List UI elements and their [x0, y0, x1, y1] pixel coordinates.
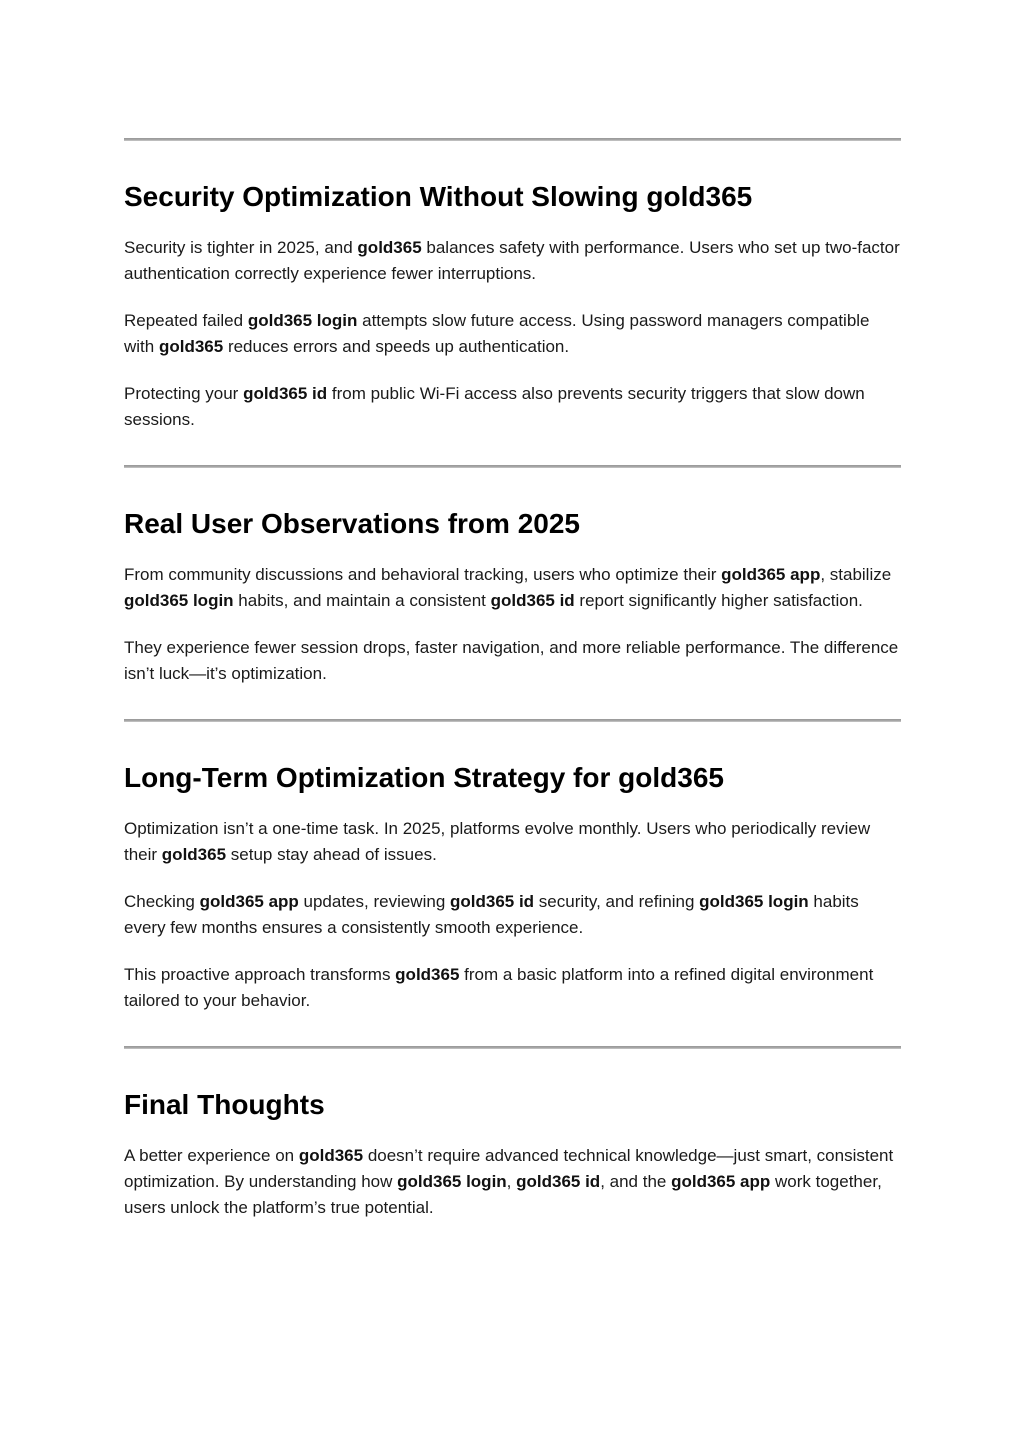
bold-term: gold365 app	[199, 892, 299, 911]
bold-term: gold365 id	[490, 591, 575, 610]
section-divider	[124, 719, 901, 722]
text-run: from public Wi-Fi access also prevents security triggers that slow down sessions.	[124, 384, 865, 429]
text-run: from a basic platform into a refined digital environment tailored to your behavior.	[124, 965, 874, 1010]
bold-term: gold365 app	[671, 1172, 771, 1191]
section-heading: Real User Observations from 2025	[124, 508, 580, 539]
text-run: Protecting your	[124, 384, 244, 403]
paragraph	[124, 816, 901, 868]
text-run: reduces errors and speeds up authentication.	[223, 337, 570, 356]
bold-term: gold365 login	[247, 311, 358, 330]
text-run: report significantly higher satisfaction.	[574, 591, 863, 610]
bold-term: gold365 login	[124, 591, 234, 610]
bold-term: gold365 id	[450, 892, 535, 911]
paragraph	[124, 635, 901, 687]
paragraph	[124, 562, 901, 614]
section-divider	[124, 465, 901, 468]
text-run: attempts slow future access. Using password managers compatible with	[124, 311, 870, 356]
section-heading: Long-Term Optimization Strategy for gold365	[124, 762, 724, 793]
text-run: balances safety with performance. Users who set up two-factor authentication correctly experience fewer interruptions.	[124, 238, 900, 283]
paragraph	[124, 308, 901, 360]
text-run: This proactive approach transforms	[124, 965, 396, 984]
bold-term: gold365	[158, 337, 224, 356]
bold-term: gold365	[395, 965, 460, 984]
paragraph	[124, 889, 901, 941]
bold-term: gold365	[357, 238, 422, 257]
bold-term: gold365	[161, 845, 227, 864]
bold-term: gold365 login	[699, 892, 809, 911]
paragraph	[124, 1143, 901, 1221]
paragraph	[124, 962, 901, 1014]
text-run: doesn’t require advanced technical knowledge—just smart, consistent optimization. By understanding how	[124, 1146, 894, 1191]
text-run: They experience fewer session drops, faster navigation, and more reliable performance. The difference isn’t luck—it’s optimization.	[124, 638, 899, 683]
section-divider	[124, 1046, 901, 1049]
section-divider	[124, 138, 901, 141]
bold-term: gold365 id	[243, 384, 328, 403]
text-run: setup stay ahead of issues.	[226, 845, 437, 864]
text-run: work together, users unlock the platform’s true potential.	[124, 1172, 882, 1217]
text-run: ,	[506, 1172, 517, 1191]
bold-term: gold365 app	[721, 565, 821, 584]
text-run: Optimization isn’t a one-time task. In 2025, platforms evolve monthly. Users who periodically review their	[124, 819, 871, 864]
text-run: Checking	[124, 892, 200, 911]
text-run: security, and refining	[534, 892, 700, 911]
section-heading: Security Optimization Without Slowing gold365	[124, 181, 753, 212]
text-run: , stabilize	[820, 565, 892, 584]
paragraph	[124, 235, 901, 287]
text-run: habits every few months ensures a consistently smooth experience.	[124, 892, 859, 937]
text-run: Security is tighter in 2025, and	[124, 238, 358, 257]
section-heading: Final Thoughts	[124, 1089, 325, 1120]
text-run: From community discussions and behavioral tracking, users who optimize their	[124, 565, 722, 584]
text-run: Repeated failed	[124, 311, 248, 330]
text-run: A better experience on	[124, 1146, 299, 1165]
text-run: updates, reviewing	[298, 892, 450, 911]
bold-term: gold365	[298, 1146, 364, 1165]
bold-term: gold365 login	[397, 1172, 507, 1191]
text-run: habits, and maintain a consistent	[233, 591, 491, 610]
bold-term: gold365 id	[516, 1172, 601, 1191]
text-run: , and the	[600, 1172, 672, 1191]
paragraph	[124, 381, 901, 433]
